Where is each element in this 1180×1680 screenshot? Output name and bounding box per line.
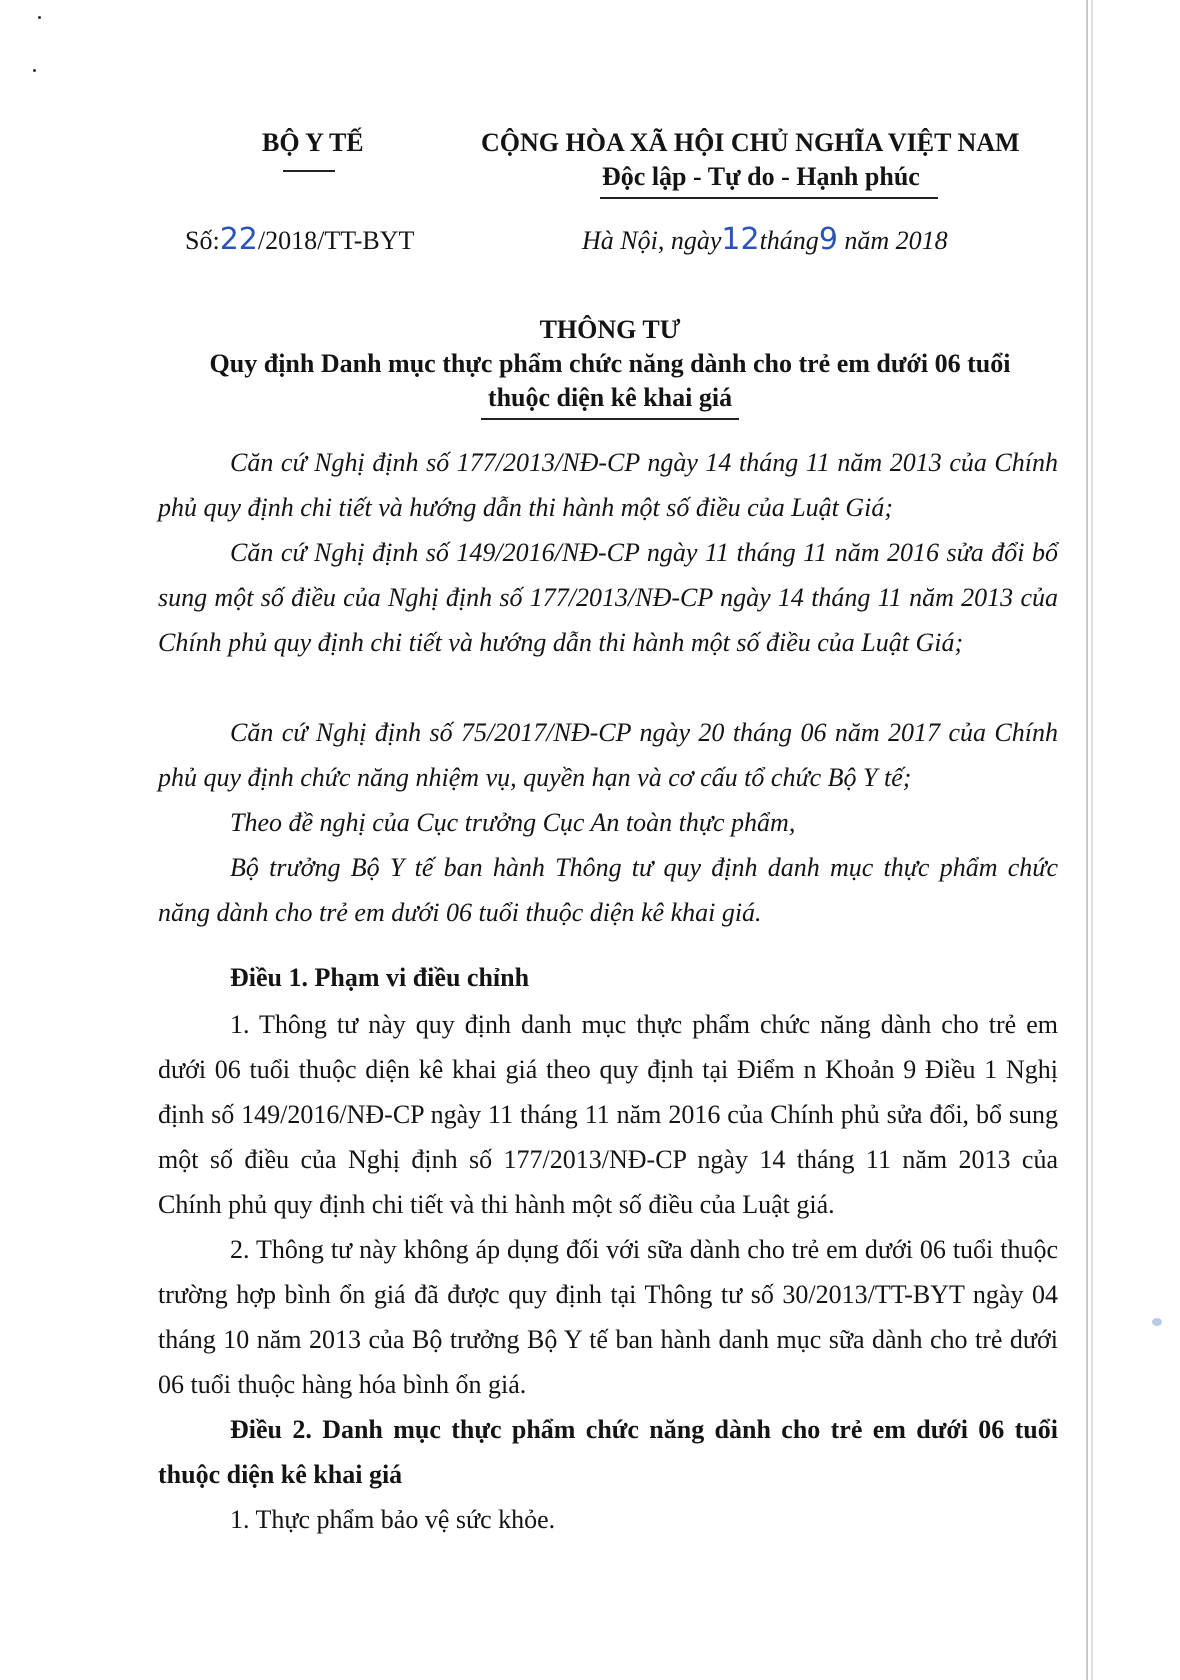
article-1-heading: Điều 1. Phạm vi điều chỉnh — [230, 963, 530, 992]
document-type: THÔNG TƯ — [539, 315, 681, 344]
document-number-prefix: Số: — [185, 226, 220, 255]
article-2-clause-1: 1. Thực phẩm bảo vệ sức khỏe. — [230, 1505, 556, 1534]
ministry-underline — [283, 170, 335, 172]
document-number-suffix: /2018/TT-BYT — [257, 226, 415, 255]
subject-underline — [481, 418, 739, 420]
document-number — [185, 222, 414, 257]
date-prefix: Hà Nội, ngày — [582, 226, 722, 255]
scan-speck — [33, 69, 36, 72]
ink-blot — [1152, 1318, 1162, 1326]
article-1-clause-1: 1. Thông tư này quy định danh mục thực phẩm chức năng dành cho trẻ em dưới 06 tuổi thuộc diện kê khai giá theo quy định tại Điểm n Khoản 9 Điều 1 Nghị định số 149/2016/NĐ-CP ngày 11 tháng 11 năm 2016 của Chính phủ sửa đổi, bổ sung một số điều của Nghị định số 177/2013/NĐ-CP ngày 14 tháng 11 năm 2013 của Chính phủ quy định chi tiết và thi hành một số điều của Luật giá. — [158, 1010, 1058, 1219]
preamble-paragraph: Căn cứ Nghị định số 149/2016/NĐ-CP ngày 11 tháng 11 năm 2016 sửa đổi bổ sung một số điều của Nghị định số 177/2013/NĐ-CP ngày 14 tháng 11 năm 2013 của Chính phủ quy định chi tiết và hướng dẫn thi hành một số điều của Luật Giá; — [158, 538, 1058, 657]
handwritten-month: 9 — [818, 222, 838, 257]
document-subject-line-1: Quy định Danh mục thực phẩm chức năng dành cho trẻ em dưới 06 tuổi — [209, 349, 1011, 378]
preamble-paragraph: Theo đề nghị của Cục trưởng Cục An toàn thực phẩm, — [230, 808, 796, 837]
national-motto: Độc lập - Tự do - Hạnh phúc — [602, 162, 920, 191]
date-month-word: tháng — [759, 226, 819, 255]
document-subject-line-2: thuộc diện kê khai giá — [487, 383, 733, 412]
scan-speck — [38, 16, 41, 19]
motto-underline — [600, 197, 938, 199]
handwritten-number: 22 — [219, 222, 258, 257]
date-year: năm 2018 — [844, 226, 948, 255]
preamble-paragraph: Bộ trưởng Bộ Y tế ban hành Thông tư quy định danh mục thực phẩm chức năng dành cho trẻ em dưới 06 tuổi thuộc diện kê khai giá. — [158, 853, 1058, 927]
scan-edge-line — [1086, 0, 1088, 1680]
handwritten-day: 12 — [721, 222, 760, 257]
article-1-clause-2: 2. Thông tư này không áp dụng đối với sữa dành cho trẻ em dưới 06 tuổi thuộc trường hợp bình ổn giá đã được quy định tại Thông tư số 30/2013/TT-BYT ngày 04 tháng 10 năm 2013 của Bộ trưởng Bộ Y tế ban hành danh mục sữa dành cho trẻ dưới 06 tuổi thuộc hàng hóa bình ổn giá. — [158, 1235, 1058, 1399]
preamble-paragraph: Căn cứ Nghị định số 75/2017/NĐ-CP ngày 20 tháng 06 năm 2017 của Chính phủ quy định chức năng nhiệm vụ, quyền hạn và cơ cấu tổ chức Bộ Y tế; — [158, 718, 1058, 792]
preamble-paragraph: Căn cứ Nghị định số 177/2013/NĐ-CP ngày 14 tháng 11 năm 2013 của Chính phủ quy định chi tiết và hướng dẫn thi hành một số điều của Luật Giá; — [158, 448, 1058, 522]
article-2-heading: Điều 2. Danh mục thực phẩm chức năng dành cho trẻ em dưới 06 tuổi thuộc diện kê khai giá — [158, 1415, 1058, 1489]
ministry-name: BỘ Y TẾ — [262, 128, 364, 157]
scan-edge-line — [1091, 0, 1093, 1680]
issue-date — [582, 222, 948, 257]
nation-name: CỘNG HÒA XÃ HỘI CHỦ NGHĨA VIỆT NAM — [481, 128, 1020, 157]
